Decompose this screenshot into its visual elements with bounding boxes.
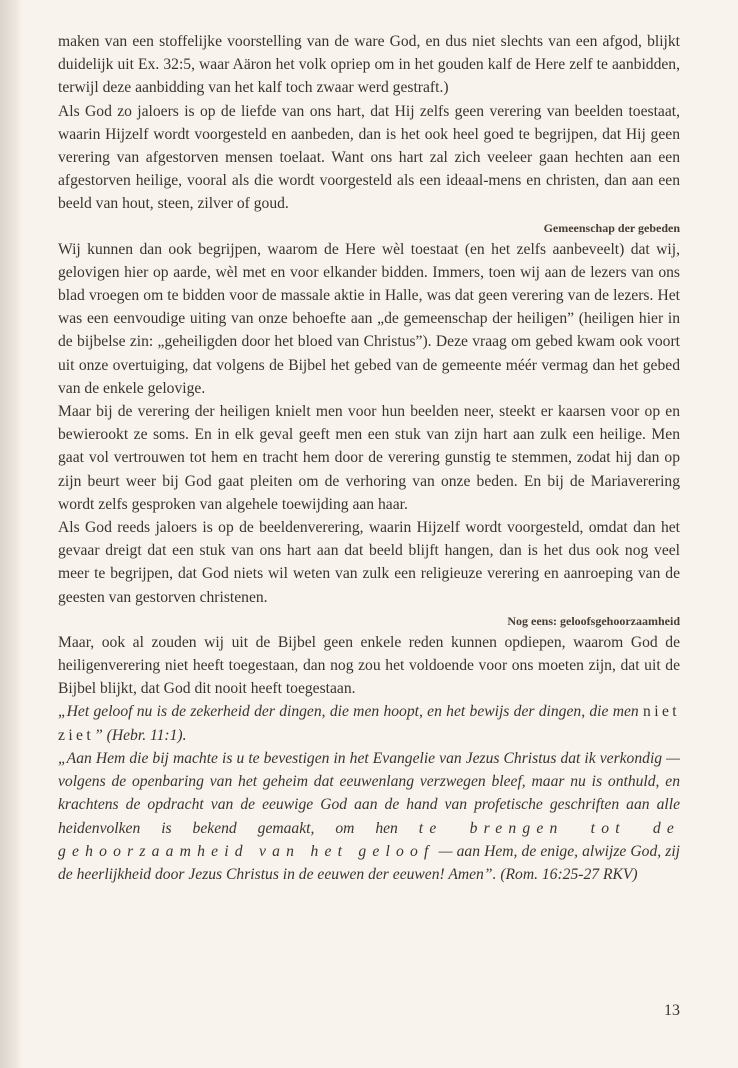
page-number: 13 bbox=[664, 1002, 680, 1019]
paragraph: maken van een stoffelijke voorstelling van de ware God, en dus niet slechts van een afgod, blijkt duidelijk uit Ex. 32:5, waar Aäron het volk opriep om in het gouden kalf de Here zelf te aanbidden, terwijl deze aanbidding van het kalf toch zwaar werd gestraft.) bbox=[58, 33, 680, 97]
quotation-romans bbox=[58, 747, 680, 886]
quote-emphasis: te brengen tot de gehoorzaamheid van het geloof bbox=[58, 819, 680, 860]
paragraph: Wij kunnen dan ook begrijpen, waarom de Here wèl toestaat (en het zelfs aanbeveelt) dat wij, gelovigen hier op aarde, wèl met en voor elkander bidden. Immers, toen wij aan de lezers van ons blad vroegen om te bidden voor de massale aktie in Halle, was dat geen verering van de lezers. Het was een eenvoudige uiting van onze behoefte aan „de gemeenschap der heiligen” (heiligen hier in de bijbelse zin: „geheiligden door het bloed van Christus”). Deze vraag om gebed kwam ook voort uit onze overtuiging, dat volgens de Bijbel het gebed van de gemeente méér vermag dan het gebed van de enkele gelovige. bbox=[58, 240, 680, 397]
quote-text: „Aan Hem die bij machte is u te bevestigen in het Evangelie van Jezus Christus dat ik verkondig — volgens de openbaring van het geheim dat eeuwenlang verzwegen bleef, maar nu is onthuld, en krachtens de opdracht van de eeuwige God aan de hand van profetische geschriften aan alle heidenvolken is bekend gemaakt, om hen bbox=[58, 749, 680, 837]
quote-text: ” (Hebr. 11:1). bbox=[94, 726, 187, 744]
paragraph: Maar bij de verering der heiligen knielt men voor hun beelden neer, steekt er kaarsen voor op en bewierookt ze soms. En in elk geval geeft men een stuk van zijn hart aan zulk een heilige. Men gaat vol vertrouwen tot hem en tracht hem door de verering gunstig te stemmen, zodat hij dan op zijn beurt weer bij God gaat pleiten om de verhoring van onze beden. En bij de Mariaverering wordt zelfs gesproken van algehele toewijding aan haar. bbox=[58, 403, 680, 513]
section-heading: Nog eens: geloofsgehoorzaamheid bbox=[507, 613, 680, 628]
page-binding-shadow bbox=[0, 0, 22, 1068]
section-heading: Gemeenschap der gebeden bbox=[543, 220, 680, 235]
quote-emphasis: niet ziet bbox=[58, 703, 680, 744]
paragraph: Als God zo jaloers is op de liefde van ons hart, dat Hij zelfs geen verering van beelden toestaat, waarin Hijzelf wordt voorgesteld en aanbeden, dan is het ook heel goed te begrijpen, dat Hij geen verering van afgestorven mensen toelaat. Want ons hart zal zich veeleer gaan hechten aan een afgestorven heilige, vooral als die wordt voorgesteld als een ideaal-mens en christen, dan aan een beeld van hout, steen, zilver of goud. bbox=[58, 102, 680, 213]
paragraph: Als God reeds jaloers is op de beeldenverering, waarin Hijzelf wordt voorgesteld, omdat dan het gevaar dreigt dat een stuk van ons hart aan dat beeld blijft hangen, dan is het dus ook nog veel meer te begrijpen, dat God niets wil weten van zulk een religieuze verering en aanroeping van de geesten van gestorven christenen. bbox=[58, 519, 680, 606]
paragraph: Maar, ook al zouden wij uit de Bijbel geen enkele reden kunnen opdiepen, waarom God de heiligenverering niet heeft toegestaan, dan nog zou het voldoende voor ons moeten zijn, dat uit de Bijbel blijkt, dat God dit nooit heeft toegestaan. bbox=[58, 633, 680, 698]
quotation-hebrews bbox=[58, 700, 680, 746]
quote-text: „Het geloof nu is de zekerheid der dingen, die men hoopt, en het bewijs der dingen, die men bbox=[58, 703, 644, 721]
quote-text: — aan Hem, de enige, alwijze God, zij de heerlijkheid door Jezus Christus in de eeuwen der eeuwen! Amen”. (Rom. 16:25-27 RKV) bbox=[58, 842, 680, 883]
article-body bbox=[58, 30, 680, 886]
